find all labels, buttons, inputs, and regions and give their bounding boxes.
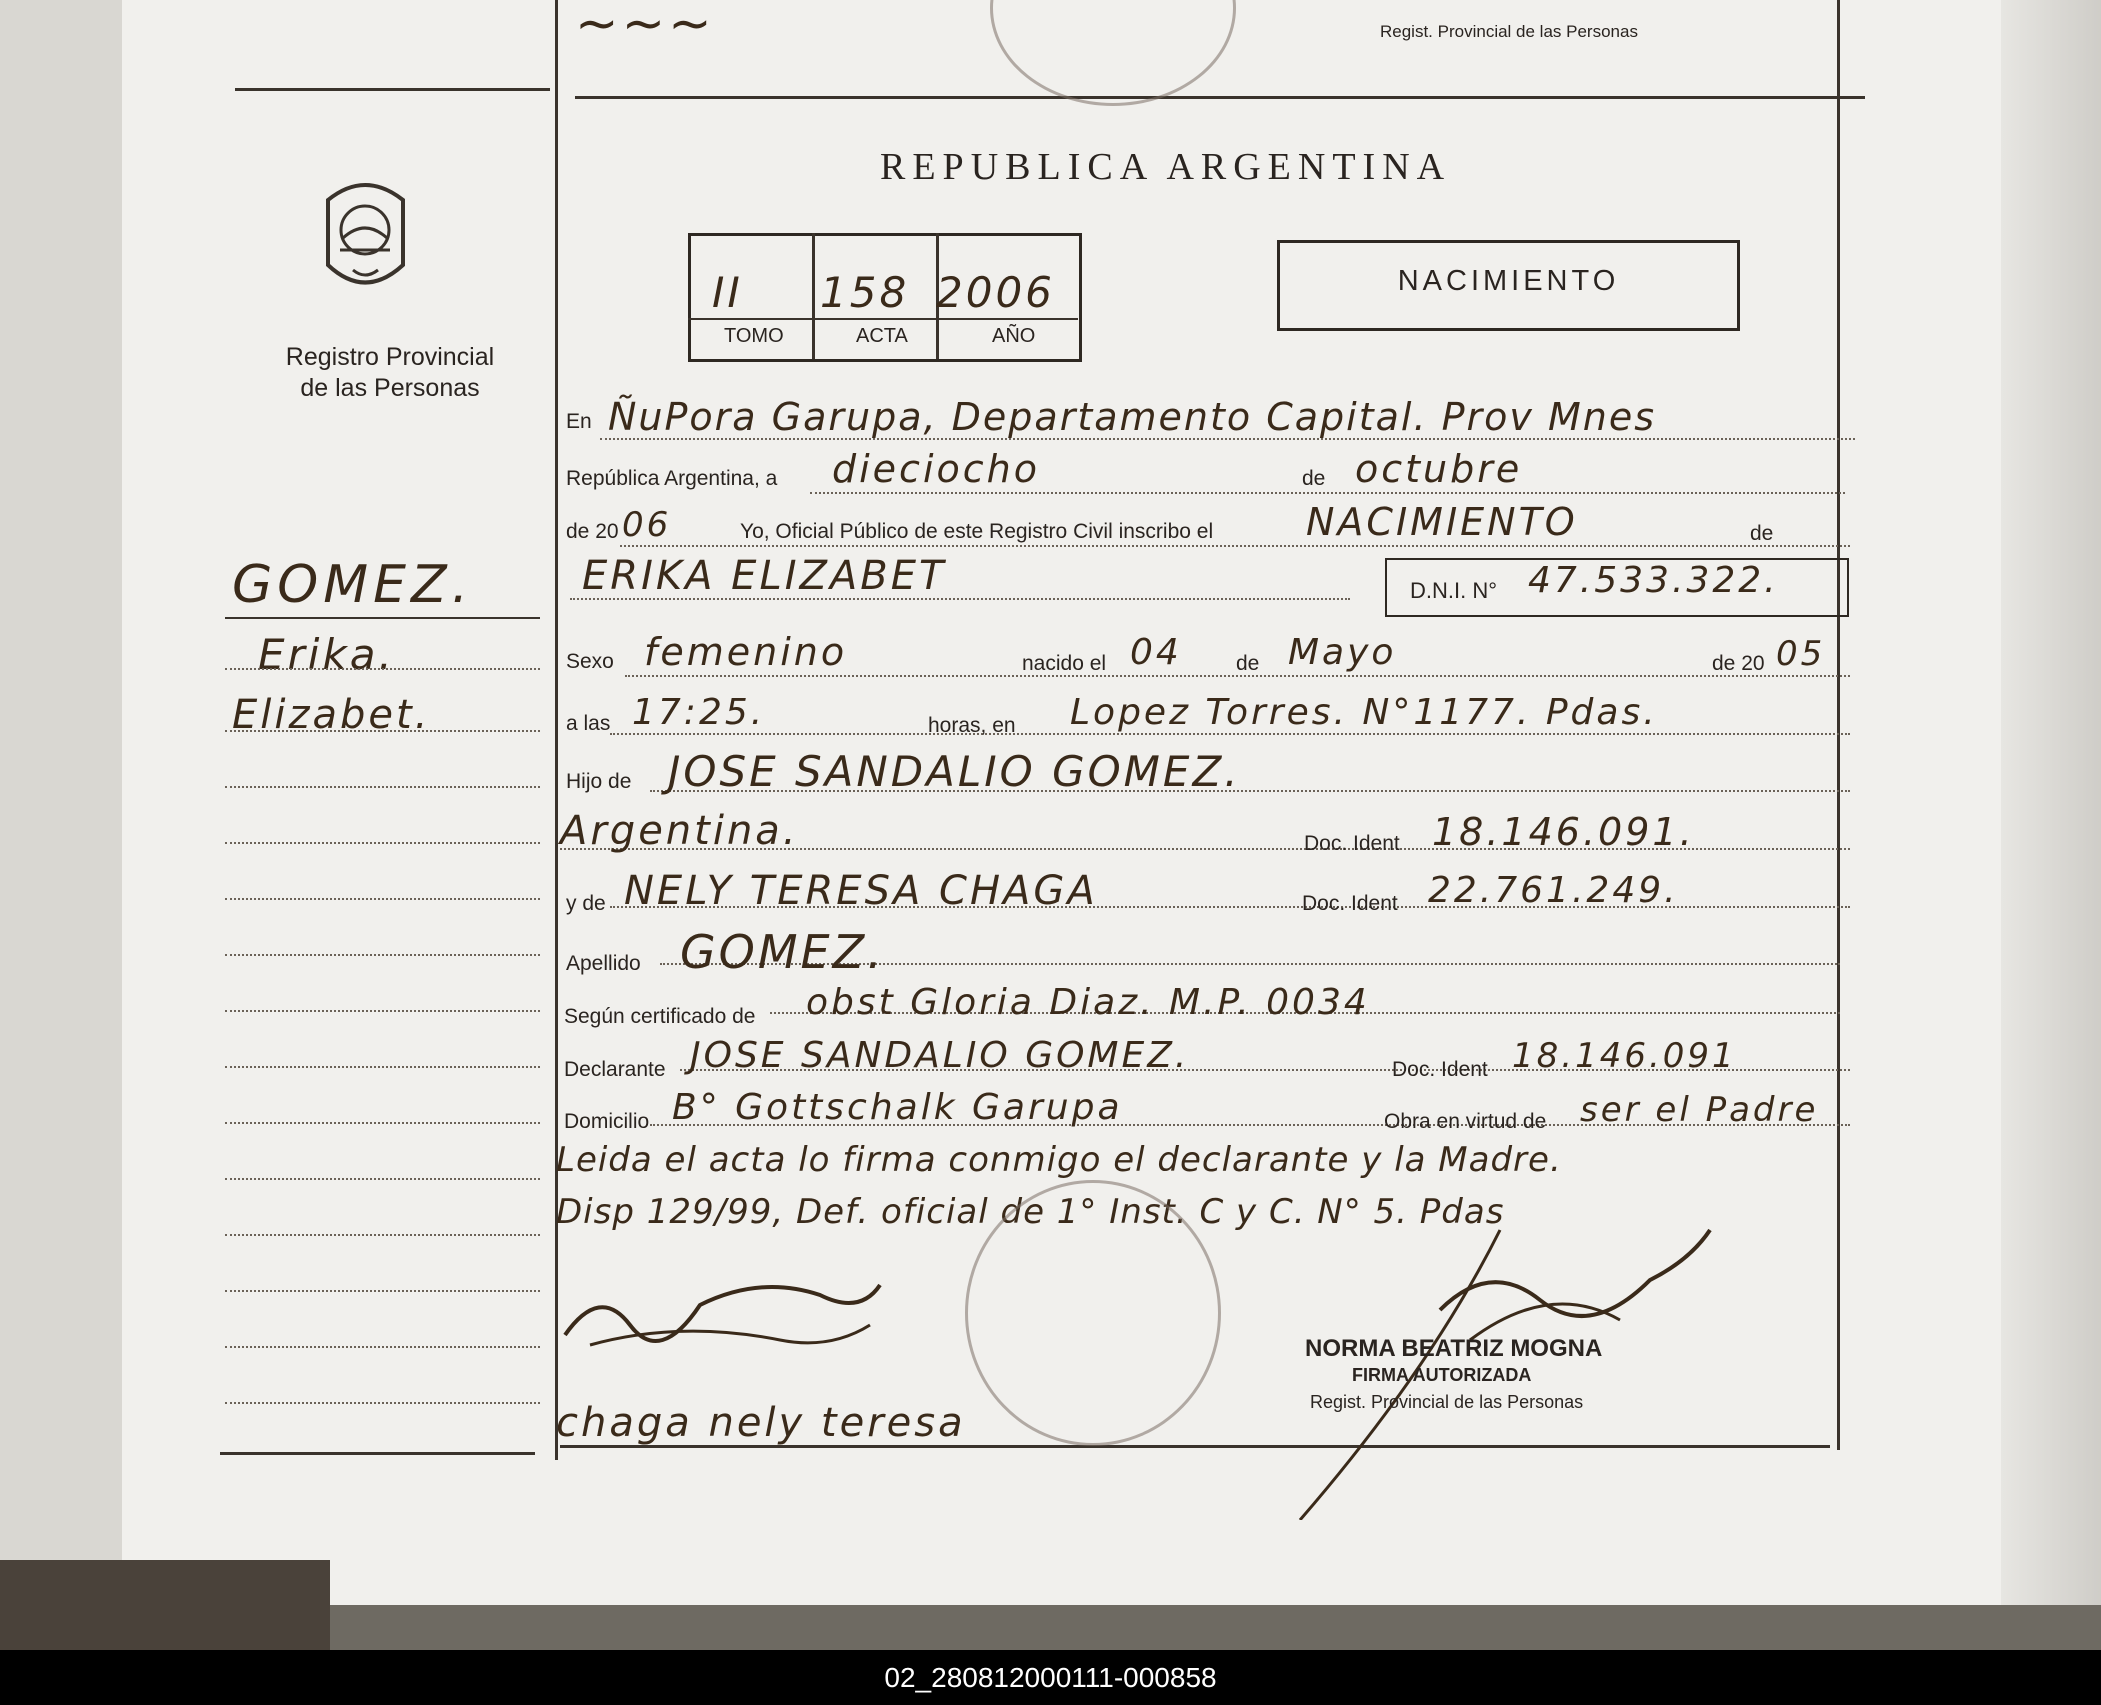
margin-surname-rule (225, 617, 540, 619)
margin-top-rule (235, 88, 550, 91)
top-rule (575, 96, 1865, 99)
margin-line (225, 1178, 540, 1180)
label-de-mes: de (1236, 652, 1260, 675)
country-title: REPUBLICA ARGENTINA (880, 146, 1452, 188)
value-declarante-doc: 18.146.091 (1512, 1036, 1737, 1076)
value-acto: NACIMIENTO (1306, 500, 1578, 544)
margin-line (225, 668, 540, 670)
body-line (610, 733, 1850, 735)
official-registry: Regist. Provincial de las Personas (1310, 1392, 1584, 1412)
value-certificado: obst Gloria Diaz. M.P. 0034 (806, 982, 1370, 1023)
label-doc-3: Doc. Ident (1392, 1058, 1488, 1081)
label-domicilio: Domicilio (564, 1110, 650, 1133)
margin-divider (555, 0, 558, 1460)
value-madre: NELY TERESA CHAGA (624, 868, 1098, 914)
acta-value: 158 (820, 268, 910, 317)
label-hijo: Hijo de (566, 770, 632, 793)
margin-bottom-rule (220, 1452, 535, 1455)
label-nacido: nacido el (1022, 652, 1107, 675)
value-dni: 47.533.322. (1528, 560, 1779, 601)
value-domicilio: B° Gottschalk Garupa (672, 1087, 1123, 1128)
value-mes: octubre (1355, 447, 1523, 491)
margin-line (225, 842, 540, 844)
label-de-end: de (1750, 522, 1774, 545)
value-padre: JOSE SANDALIO GOMEZ. (668, 747, 1241, 796)
margin-line (225, 898, 540, 900)
margin-name-2: Elizabet. (232, 692, 431, 738)
value-lugar-nac: Lopez Torres. N°1177. Pdas. (1070, 692, 1658, 733)
top-signature: ~~~ (575, 0, 715, 54)
margin-line (225, 954, 540, 956)
label-sexo: Sexo (566, 650, 614, 673)
value-dia: dieciocho (832, 447, 1040, 491)
label-dni: D.N.I. N° (1410, 578, 1498, 603)
image-id-caption: 02_280812000111-000858 (884, 1662, 1217, 1693)
body-line (810, 492, 1845, 494)
label-obra: Obra en virtud de (1384, 1110, 1547, 1133)
record-label-rule (688, 318, 1078, 320)
margin-line (225, 730, 540, 732)
value-nac-dia: 04 (1130, 632, 1182, 673)
madre-signature: chaga nely teresa (556, 1400, 966, 1446)
value-padre-doc: 18.146.091. (1432, 810, 1695, 854)
official-title: FIRMA AUTORIZADA (1352, 1365, 1532, 1385)
registry-line-2: de las Personas (300, 374, 480, 402)
margin-name-1: Erika. (258, 630, 395, 679)
tomo-label: TOMO (724, 325, 784, 347)
label-republica: República Argentina, a (566, 467, 778, 490)
value-hora: 17:25. (632, 692, 766, 733)
acta-label: ACTA (856, 325, 908, 347)
value-nac-mes: Mayo (1288, 632, 1397, 673)
label-de: de (1302, 467, 1326, 490)
margin-line (225, 786, 540, 788)
margin-surname: GOMEZ. (232, 555, 474, 615)
official-name: NORMA BEATRIZ MOGNA (1305, 1335, 1603, 1362)
right-border (1837, 0, 1840, 1450)
margin-line (225, 1010, 540, 1012)
margin-line (225, 1346, 540, 1348)
book-shadow (0, 1560, 330, 1650)
label-yo: Yo, Oficial Público de este Registro Civil inscribo el (740, 520, 1214, 543)
value-lugar: ÑuPora Garupa, Departamento Capital. Prov Mnes (608, 395, 1657, 439)
label-doc-2: Doc. Ident (1302, 892, 1398, 915)
anio-label: AÑO (992, 325, 1036, 347)
value-madre-doc: 22.761.249. (1428, 870, 1679, 911)
value-anio-2digit: 06 (622, 505, 672, 545)
label-segun: Según certificado de (564, 1005, 756, 1028)
registry-name (245, 342, 535, 404)
anio-value: 2006 (936, 268, 1055, 317)
value-virtud: ser el Padre (1580, 1090, 1819, 1130)
label-horas: horas, en (928, 714, 1016, 737)
left-page-edge (0, 0, 122, 1560)
label-yde: y de (566, 892, 606, 915)
value-declarante: JOSE SANDALIO GOMEZ. (690, 1035, 1190, 1076)
top-registry-text: Regist. Provincial de las Personas (1380, 22, 1638, 41)
label-en: En (566, 410, 592, 433)
value-nombre: ERIKA ELIZABET (582, 553, 947, 599)
margin-line (225, 1290, 540, 1292)
right-page-edge (2001, 0, 2101, 1605)
tomo-value: II (712, 268, 743, 317)
value-sexo: femenino (644, 630, 848, 674)
label-declarante: Declarante (564, 1058, 666, 1081)
registry-stamp (965, 1180, 1221, 1446)
margin-line (225, 1066, 540, 1068)
record-divider-1 (812, 233, 815, 359)
margin-line (225, 1402, 540, 1404)
label-apellido: Apellido (566, 952, 641, 975)
margin-line (225, 1234, 540, 1236)
value-nacionalidad: Argentina. (560, 808, 799, 854)
label-alas: a las (566, 712, 611, 735)
note-line-2: Disp 129/99, Def. oficial de 1° Inst. C y C. N° 5. Pdas (556, 1192, 1505, 1232)
record-type: NACIMIENTO (1397, 265, 1620, 297)
value-apellido: GOMEZ. (680, 925, 885, 979)
registry-line-1: Registro Provincial (285, 343, 495, 371)
misiones-seal-logo (318, 170, 413, 305)
margin-line (225, 1122, 540, 1124)
label-de20: de 20 (566, 520, 619, 543)
declarante-signature (560, 1265, 890, 1360)
value-nac-anio: 05 (1776, 634, 1826, 674)
body-line (620, 545, 1850, 547)
label-de-anio: de 20 (1712, 652, 1765, 675)
label-doc-1: Doc. Ident (1304, 832, 1400, 855)
note-line-1: Leida el acta lo firma conmigo el declarante y la Madre. (556, 1140, 1562, 1180)
